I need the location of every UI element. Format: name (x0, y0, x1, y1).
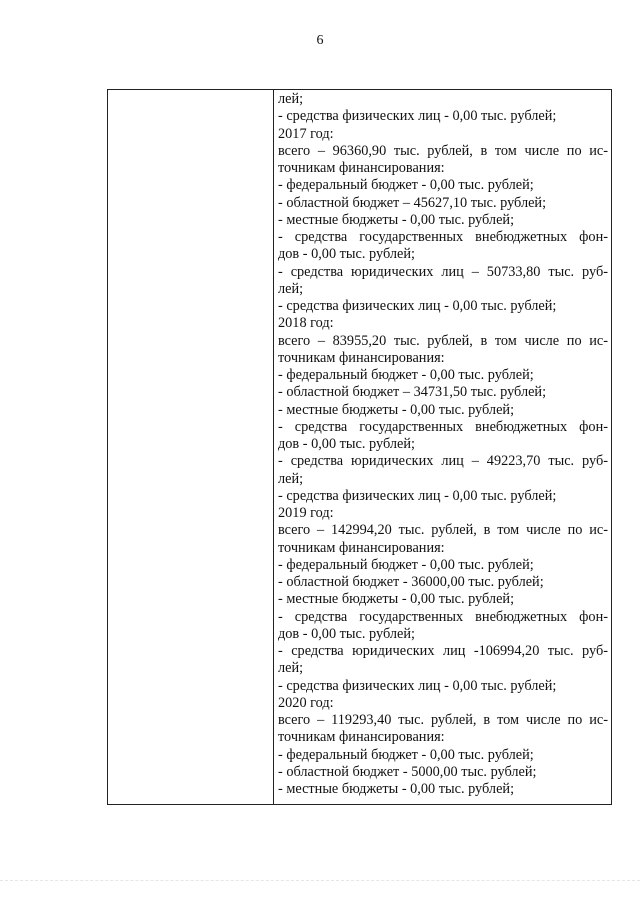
text-line: всего – 96360,90 тыс. рублей, в том числе по ис- (278, 142, 608, 159)
funding-table (107, 89, 612, 805)
text-line: дов - 0,00 тыс. рублей; (278, 246, 415, 263)
text-line: лей; (278, 280, 304, 297)
text-line: - средства юридических лиц -106994,20 тыс. руб- (278, 643, 608, 659)
text-line: - средства юридических лиц – 49223,70 тыс. руб- (278, 453, 608, 470)
text-line: - областной бюджет – 34731,50 тыс. рублей; (278, 384, 547, 401)
page-number: 6 (316, 33, 324, 48)
text-line: - средства физических лиц - 0,00 тыс. рублей; (278, 108, 557, 125)
text-line: - средства государственных внебюджетных фон- (278, 418, 608, 435)
text-line: 2017 год: (278, 125, 334, 142)
text-line: - федеральный бюджет - 0,00 тыс. рублей; (278, 177, 534, 194)
text-line: - местные бюджеты - 0,00 тыс. рублей; (278, 781, 515, 797)
text-line: лей; (278, 660, 304, 677)
text-line: - средства физических лиц - 0,00 тыс. рублей; (278, 298, 557, 314)
text-line: точникам финансирования: (278, 729, 445, 746)
text-line: всего – 83955,20 тыс. рублей, в том числе по ис- (278, 332, 608, 349)
table-right-cell (274, 90, 611, 804)
text-line: дов - 0,00 тыс. рублей; (278, 436, 415, 452)
text-line: точникам финансирования: (278, 160, 445, 176)
text-line: - федеральный бюджет - 0,00 тыс. рублей; (278, 367, 534, 383)
text-line: - местные бюджеты - 0,00 тыс. рублей; (278, 211, 515, 228)
table-left-cell (108, 90, 274, 804)
text-line: 2018 год: (278, 315, 334, 332)
text-line: всего – 142994,20 тыс. рублей, в том числе по ис- (278, 522, 608, 539)
text-line: - федеральный бюджет - 0,00 тыс. рублей; (278, 746, 534, 763)
text-line: всего – 119293,40 тыс. рублей, в том числе по ис- (278, 712, 608, 728)
text-line: - областной бюджет - 36000,00 тыс. рублей; (278, 574, 544, 590)
text-line: - средства физических лиц - 0,00 тыс. рублей; (278, 487, 557, 504)
text-line: лей; (278, 91, 304, 107)
text-line: - средства государственных внебюджетных фон- (278, 608, 608, 625)
text-line: - средства физических лиц - 0,00 тыс. рублей; (278, 677, 557, 694)
text-line: точникам финансирования: (278, 539, 445, 556)
text-line: - федеральный бюджет - 0,00 тыс. рублей; (278, 556, 534, 573)
text-line: 2020 год: (278, 694, 334, 711)
text-line: дов - 0,00 тыс. рублей; (278, 625, 415, 642)
page-bottom-edge (0, 880, 640, 881)
text-line: - местные бюджеты - 0,00 тыс. рублей; (278, 401, 515, 418)
text-line: лей; (278, 470, 304, 487)
text-line: - областной бюджет – 45627,10 тыс. рублей; (278, 194, 547, 211)
text-line: - местные бюджеты - 0,00 тыс. рублей; (278, 591, 515, 608)
text-line: - средства государственных внебюджетных фон- (278, 229, 608, 245)
text-line: 2019 год: (278, 505, 334, 521)
text-line: - средства юридических лиц – 50733,80 тыс. руб- (278, 263, 608, 280)
text-line: точникам финансирования: (278, 349, 445, 366)
text-line: - областной бюджет - 5000,00 тыс. рублей; (278, 763, 537, 780)
